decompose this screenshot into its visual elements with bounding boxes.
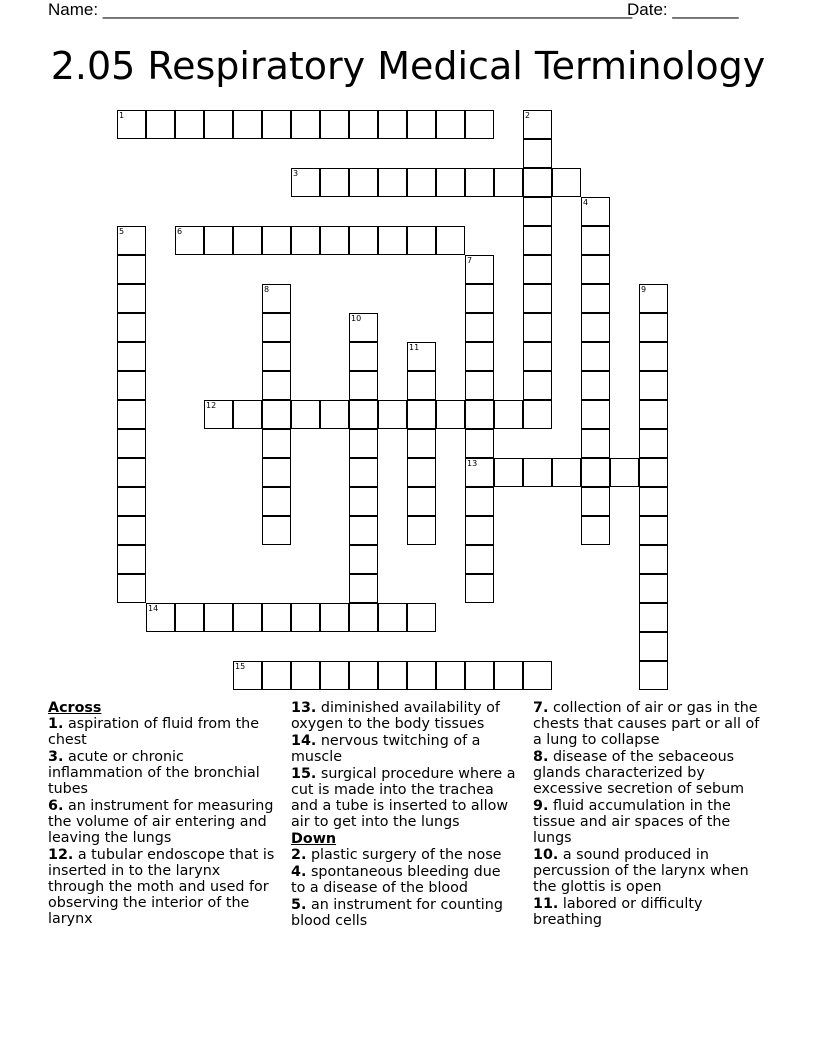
down-heading: Down (291, 831, 337, 847)
crossword-cell[interactable] (639, 400, 668, 429)
crossword-cell[interactable] (523, 110, 552, 139)
crossword-cell[interactable] (407, 516, 436, 545)
crossword-cell[interactable] (523, 284, 552, 313)
crossword-cell[interactable] (639, 458, 668, 487)
crossword-cell[interactable] (465, 429, 494, 458)
clue-number-label: 2 (525, 111, 531, 120)
crossword-cell[interactable] (233, 661, 262, 690)
clue-down-5 (291, 897, 519, 929)
clue-text: fluid accumulation in the tissue and air spaces of the lungs (533, 798, 731, 846)
crossword-cell[interactable] (639, 429, 668, 458)
crossword-cell[interactable] (639, 487, 668, 516)
crossword-cell[interactable] (639, 603, 668, 632)
crossword-cell[interactable] (117, 371, 146, 400)
crossword-cell[interactable] (465, 371, 494, 400)
clue-across-6 (48, 798, 276, 846)
crossword-cell[interactable] (581, 197, 610, 226)
clue-number-label: 8 (264, 285, 270, 294)
crossword-cell[interactable] (117, 400, 146, 429)
crossword-cell[interactable] (639, 632, 668, 661)
crossword-cell[interactable] (262, 110, 291, 139)
crossword-cell[interactable] (407, 429, 436, 458)
crossword-cell[interactable] (204, 110, 233, 139)
crossword-cell[interactable] (117, 284, 146, 313)
clue-text: plastic surgery of the nose (310, 847, 502, 863)
crossword-cell[interactable] (262, 400, 291, 429)
clues-section (0, 700, 816, 960)
crossword-cell[interactable] (523, 458, 552, 487)
crossword-cell[interactable] (262, 661, 291, 690)
crossword-cell[interactable] (262, 371, 291, 400)
crossword-cell[interactable] (262, 342, 291, 371)
clues-column-1 (48, 700, 276, 928)
clue-down-9 (533, 798, 761, 846)
crossword-cell[interactable] (494, 661, 523, 690)
crossword-cell[interactable] (407, 342, 436, 371)
crossword-cell[interactable] (378, 168, 407, 197)
crossword-cell[interactable] (494, 400, 523, 429)
crossword-cell[interactable] (465, 574, 494, 603)
clue-text: disease of the sebaceous glands characterized by excessive secretion of sebum (533, 749, 745, 797)
crossword-cell[interactable] (291, 168, 320, 197)
crossword-cell[interactable] (291, 400, 320, 429)
clue-down-8 (533, 749, 761, 797)
clue-down-2 (291, 847, 519, 863)
crossword-cell[interactable] (552, 168, 581, 197)
across-heading: Across (48, 700, 102, 716)
clue-number: 12. (48, 847, 74, 863)
clue-number: 13. (291, 700, 317, 716)
crossword-cell[interactable] (320, 603, 349, 632)
crossword-cell[interactable] (581, 226, 610, 255)
crossword-cell[interactable] (407, 487, 436, 516)
crossword-cell[interactable] (407, 458, 436, 487)
crossword-cell[interactable] (204, 400, 233, 429)
crossword-cell[interactable] (436, 110, 465, 139)
crossword-cell[interactable] (378, 603, 407, 632)
crossword-cell[interactable] (175, 603, 204, 632)
page-title: 2.05 Respiratory Medical Terminology (50, 44, 766, 88)
crossword-cell[interactable] (407, 603, 436, 632)
crossword-cell[interactable] (146, 603, 175, 632)
crossword-cell[interactable] (349, 603, 378, 632)
crossword-cell[interactable] (581, 284, 610, 313)
crossword-cell[interactable] (639, 342, 668, 371)
clue-text: labored or difficulty breathing (533, 896, 703, 928)
clue-across-14 (291, 733, 519, 765)
clue-across-13 (291, 700, 519, 732)
crossword-cell[interactable] (436, 226, 465, 255)
clue-number: 6. (48, 798, 64, 814)
crossword-cell[interactable] (117, 458, 146, 487)
crossword-cell[interactable] (581, 400, 610, 429)
crossword-cell[interactable] (262, 603, 291, 632)
clue-number-label: 13 (467, 459, 478, 468)
crossword-cell[interactable] (204, 226, 233, 255)
clues-column-2 (291, 700, 519, 930)
crossword-cell[interactable] (639, 516, 668, 545)
crossword-cell[interactable] (581, 371, 610, 400)
crossword-cell[interactable] (117, 226, 146, 255)
clue-text: nervous twitching of a muscle (291, 733, 481, 765)
crossword-cell[interactable] (436, 400, 465, 429)
clue-text: an instrument for measuring the volume of air entering and leaving the lungs (48, 798, 274, 846)
clue-number: 9. (533, 798, 549, 814)
crossword-cell[interactable] (465, 313, 494, 342)
crossword-cell[interactable] (465, 110, 494, 139)
crossword-cell[interactable] (407, 226, 436, 255)
clue-number-label: 1 (119, 111, 125, 120)
crossword-cell[interactable] (291, 661, 320, 690)
crossword-cell[interactable] (349, 574, 378, 603)
crossword-cell[interactable] (320, 400, 349, 429)
clue-text: spontaneous bleeding due to a disease of the blood (291, 864, 501, 896)
clue-down-11 (533, 896, 761, 928)
name-field-label: Name: ________________________________________________________ (48, 0, 633, 19)
crossword-cell[interactable] (465, 458, 494, 487)
clue-number-label: 4 (583, 198, 589, 207)
crossword-cell[interactable] (320, 661, 349, 690)
clue-number-label: 9 (641, 285, 647, 294)
clue-number: 15. (291, 766, 317, 782)
crossword-cell[interactable] (494, 458, 523, 487)
crossword-cell[interactable] (117, 313, 146, 342)
clue-text: acute or chronic inflammation of the bronchial tubes (48, 749, 260, 797)
crossword-cell[interactable] (436, 168, 465, 197)
crossword-cell[interactable] (581, 429, 610, 458)
crossword-cell[interactable] (639, 661, 668, 690)
crossword-cell[interactable] (117, 545, 146, 574)
crossword-cell[interactable] (349, 661, 378, 690)
crossword-cell[interactable] (465, 342, 494, 371)
crossword-cell[interactable] (639, 371, 668, 400)
crossword-cell[interactable] (407, 371, 436, 400)
clue-across-12 (48, 847, 276, 927)
crossword-cell[interactable] (349, 400, 378, 429)
crossword-cell[interactable] (465, 284, 494, 313)
crossword-cell[interactable] (146, 110, 175, 139)
crossword-cell[interactable] (117, 516, 146, 545)
crossword-cell[interactable] (581, 255, 610, 284)
crossword-cell[interactable] (581, 458, 610, 487)
clue-down-10 (533, 847, 761, 895)
crossword-cell[interactable] (639, 313, 668, 342)
clue-number: 8. (533, 749, 549, 765)
crossword-cell[interactable] (349, 313, 378, 342)
crossword-cell[interactable] (552, 458, 581, 487)
crossword-cell[interactable] (639, 545, 668, 574)
clue-text: a tubular endoscope that is inserted in to the larynx through the moth and used for observing the interior of the larynx (48, 847, 275, 927)
crossword-cell[interactable] (523, 197, 552, 226)
crossword-cell[interactable] (349, 429, 378, 458)
clue-number: 14. (291, 733, 317, 749)
crossword-cell[interactable] (465, 168, 494, 197)
crossword-cell[interactable] (117, 110, 146, 139)
clue-across-1 (48, 716, 276, 748)
clue-text: a sound produced in percussion of the larynx when the glottis is open (533, 847, 749, 895)
crossword-cell[interactable] (117, 574, 146, 603)
crossword-cell[interactable] (262, 516, 291, 545)
crossword-cell[interactable] (262, 226, 291, 255)
clue-number: 4. (291, 864, 307, 880)
clue-number-label: 14 (148, 604, 159, 613)
crossword-cell[interactable] (349, 110, 378, 139)
crossword-cell[interactable] (117, 429, 146, 458)
clue-number-label: 7 (467, 256, 473, 265)
clue-number-label: 5 (119, 227, 125, 236)
crossword-cell[interactable] (523, 342, 552, 371)
crossword-cell[interactable] (233, 603, 262, 632)
crossword-cell[interactable] (233, 110, 262, 139)
crossword-cell[interactable] (523, 226, 552, 255)
crossword-cell[interactable] (262, 458, 291, 487)
crossword-cell[interactable] (262, 429, 291, 458)
clue-number-label: 6 (177, 227, 183, 236)
crossword-cell[interactable] (465, 487, 494, 516)
crossword-cell[interactable] (349, 458, 378, 487)
crossword-cell[interactable] (378, 400, 407, 429)
clue-number: 11. (533, 896, 559, 912)
crossword-cell[interactable] (407, 110, 436, 139)
crossword-cell[interactable] (320, 110, 349, 139)
clues-column-3 (533, 700, 761, 929)
crossword-cell[interactable] (523, 168, 552, 197)
clue-number-label: 11 (409, 343, 420, 352)
crossword-cell[interactable] (378, 226, 407, 255)
crossword-cell[interactable] (523, 371, 552, 400)
crossword-cell[interactable] (465, 400, 494, 429)
crossword-cell[interactable] (349, 487, 378, 516)
clue-across-15 (291, 766, 519, 830)
crossword-cell[interactable] (262, 487, 291, 516)
crossword-cell[interactable] (175, 110, 204, 139)
crossword-cell[interactable] (581, 313, 610, 342)
crossword-cell[interactable] (320, 226, 349, 255)
clue-number: 10. (533, 847, 559, 863)
clue-text: collection of air or gas in the chests that causes part or all of a lung to collapse (533, 700, 760, 748)
clue-down-4 (291, 864, 519, 896)
clue-across-3 (48, 749, 276, 797)
clue-down-7 (533, 700, 761, 748)
clue-text: an instrument for counting blood cells (291, 897, 503, 929)
crossword-cell[interactable] (465, 255, 494, 284)
date-field-label: Date: _______ (627, 0, 739, 19)
crossword-cell[interactable] (581, 342, 610, 371)
crossword-cell[interactable] (523, 400, 552, 429)
crossword-cell[interactable] (581, 516, 610, 545)
crossword-cell[interactable] (349, 342, 378, 371)
crossword-cell[interactable] (465, 545, 494, 574)
crossword-cell[interactable] (291, 110, 320, 139)
clue-number-label: 3 (293, 169, 299, 178)
clue-number: 5. (291, 897, 307, 913)
crossword-cell[interactable] (523, 313, 552, 342)
clue-text: diminished availability of oxygen to the body tissues (291, 700, 500, 732)
crossword-cell[interactable] (117, 255, 146, 284)
crossword-cell[interactable] (436, 661, 465, 690)
clue-number: 7. (533, 700, 549, 716)
crossword-cell[interactable] (523, 661, 552, 690)
crossword-cell[interactable] (610, 458, 639, 487)
clue-text: aspiration of fluid from the chest (48, 716, 260, 748)
crossword-cell[interactable] (291, 226, 320, 255)
crossword-cell[interactable] (378, 110, 407, 139)
crossword-cell[interactable] (117, 342, 146, 371)
crossword-cell[interactable] (262, 284, 291, 313)
crossword-cell[interactable] (175, 226, 204, 255)
crossword-cell[interactable] (291, 603, 320, 632)
crossword-cell[interactable] (523, 255, 552, 284)
crossword-cell[interactable] (349, 371, 378, 400)
crossword-cell[interactable] (349, 545, 378, 574)
clue-number: 2. (291, 847, 307, 863)
clue-number-label: 15 (235, 662, 246, 671)
crossword-cell[interactable] (349, 168, 378, 197)
crossword-cell[interactable] (349, 226, 378, 255)
clue-number: 1. (48, 716, 64, 732)
crossword-cell[interactable] (117, 487, 146, 516)
crossword-cell[interactable] (320, 168, 349, 197)
crossword-cell[interactable] (523, 139, 552, 168)
crossword-cell[interactable] (349, 516, 378, 545)
crossword-cell[interactable] (465, 516, 494, 545)
crossword-cell[interactable] (233, 226, 262, 255)
crossword-cell[interactable] (378, 661, 407, 690)
crossword-cell[interactable] (233, 400, 262, 429)
crossword-cell[interactable] (639, 574, 668, 603)
crossword-cell[interactable] (262, 313, 291, 342)
crossword-cell[interactable] (581, 487, 610, 516)
clue-number-label: 10 (351, 314, 362, 323)
crossword-cell[interactable] (465, 661, 494, 690)
crossword-cell[interactable] (204, 603, 233, 632)
crossword-cell[interactable] (407, 400, 436, 429)
crossword-cell[interactable] (639, 284, 668, 313)
clue-number: 3. (48, 749, 64, 765)
crossword-cell[interactable] (407, 168, 436, 197)
crossword-cell[interactable] (407, 661, 436, 690)
clue-number-label: 12 (206, 401, 217, 410)
clue-text: surgical procedure where a cut is made into the trachea and a tube is inserted to allow air to get into the lungs (291, 766, 516, 830)
crossword-cell[interactable] (494, 168, 523, 197)
